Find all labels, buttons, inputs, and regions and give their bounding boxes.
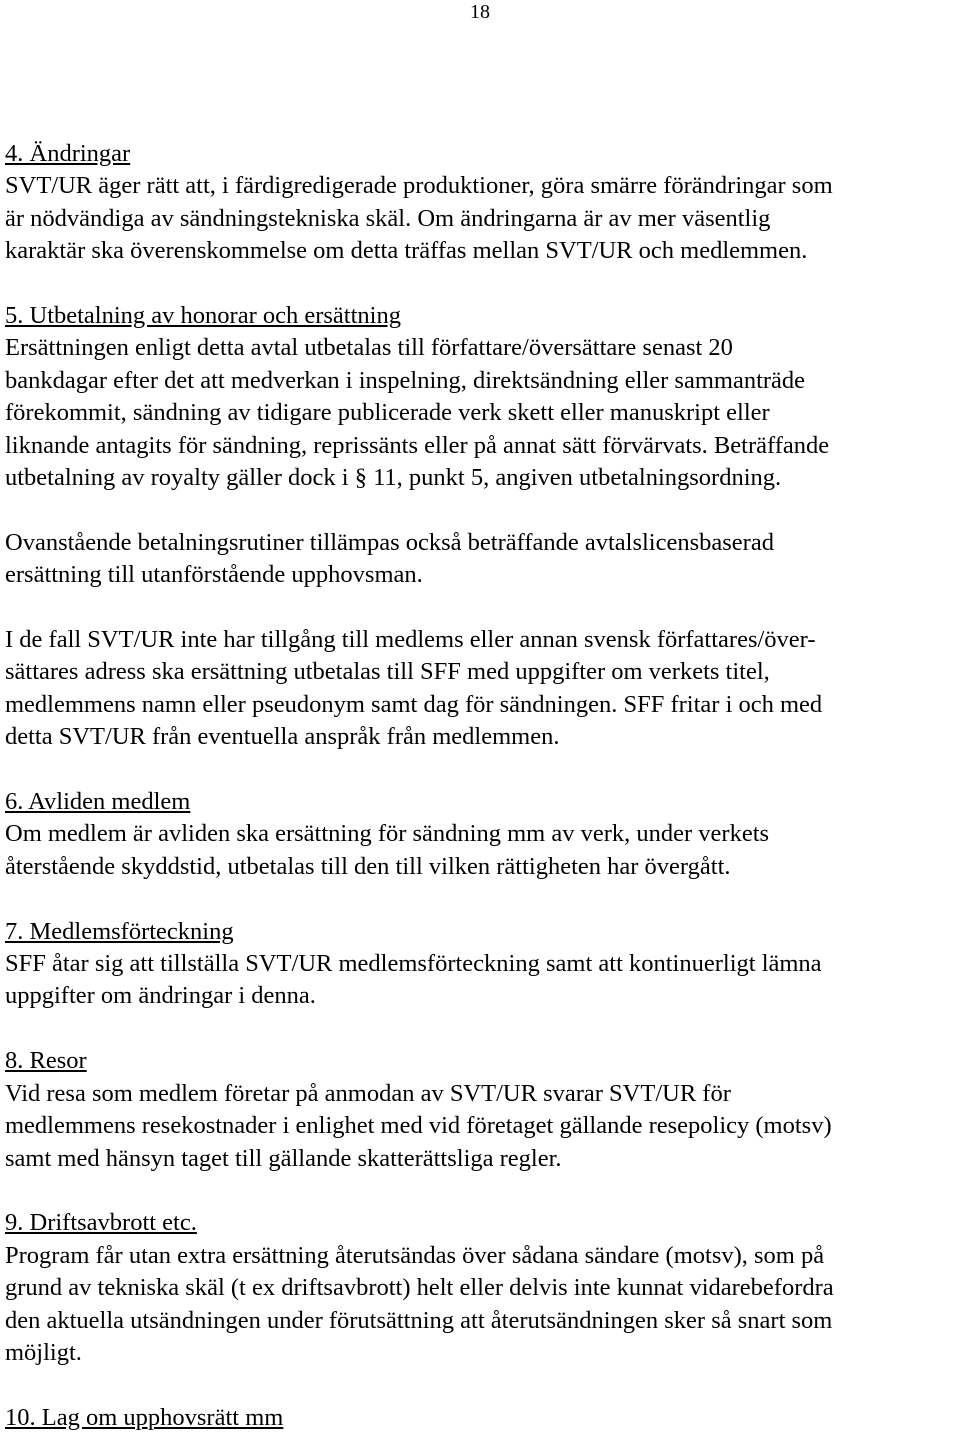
section-4-andringar (5, 138, 955, 268)
section-10-lag-om-upphovsratt (5, 1402, 955, 1434)
text-line: återstående skyddstid, utbetalas till den till vilken rättigheten har övergått. (5, 852, 731, 880)
text-line: möjligt. (5, 1338, 82, 1366)
section-heading: 5. Utbetalning av honorar och ersättning (5, 302, 401, 330)
section-heading: 4. Ändringar (5, 140, 131, 167)
section-7-medlemsforteckning (5, 916, 955, 1013)
section-9-driftsavbrott (5, 1207, 955, 1369)
text-line: förekommit, sändning av tidigare publicerade verk skett eller manuskript eller (5, 399, 770, 427)
text-line: Om medlem är avliden ska ersättning för sändning mm av verk, under verkets (5, 820, 770, 848)
document-body (5, 138, 955, 1434)
paragraph (5, 527, 955, 592)
text-line: uppgifter om ändringar i denna. (5, 982, 316, 1010)
text-line: är nödvändiga av sändningstekniska skäl. Om ändringarna är av mer väsentlig (5, 204, 771, 232)
section-heading: 10. Lag om upphovsrätt mm (5, 1403, 284, 1431)
text-line: medlemmens resekostnader i enlighet med vid företaget gällande resepolicy (motsv) (5, 1112, 832, 1140)
paragraph (5, 624, 955, 754)
text-line: Program får utan extra ersättning återutsändas över sådana sändare (motsv), som på (5, 1241, 825, 1269)
text-line: sättares adress ska ersättning utbetalas till SFF med uppgifter om verkets titel, (5, 658, 770, 686)
page-number: 18 (470, 1, 490, 23)
text-line: I de fall SVT/UR inte har tillgång till medlems eller annan svensk författares/över- (5, 626, 816, 654)
text-line: Vid resa som medlem företar på anmodan av SVT/UR svarar SVT/UR för (5, 1079, 731, 1107)
section-5-utbetalning (5, 300, 955, 754)
section-heading: 6. Avliden medlem (5, 788, 191, 816)
text-line: liknande antagits för sändning, reprissänts eller på annat sätt förvärvats. Beträffande (5, 431, 830, 459)
section-heading: 7. Medlemsförteckning (5, 917, 234, 945)
section-heading: 9. Driftsavbrott etc. (5, 1209, 197, 1237)
text-line: grund av tekniska skäl (t ex driftsavbrott) helt eller delvis inte kunnat vidarebefordra (5, 1274, 834, 1302)
text-line: utbetalning av royalty gäller dock i § 11, punkt 5, angiven utbetalningsordning. (5, 464, 782, 492)
section-8-resor (5, 1045, 955, 1175)
text-line: Ersättningen enligt detta avtal utbetalas till författare/översättare senast 20 (5, 334, 733, 362)
text-line: ersättning till utanförstående upphovsman. (5, 561, 423, 589)
section-heading: 8. Resor (5, 1047, 87, 1075)
section-6-avliden-medlem (5, 786, 955, 883)
text-line: SFF åtar sig att tillställa SVT/UR medlemsförteckning samt att kontinuerligt lämna (5, 950, 822, 978)
text-line: SVT/UR äger rätt att, i färdigredigerade produktioner, göra smärre förändringar som (5, 172, 833, 200)
text-line: detta SVT/UR från eventuella anspråk från medlemmen. (5, 723, 560, 751)
text-line: bankdagar efter det att medverkan i inspelning, direktsändning eller sammanträde (5, 366, 806, 394)
text-line: medlemmens namn eller pseudonym samt dag för sändningen. SFF fritar i och med (5, 690, 823, 718)
text-line: den aktuella utsändningen under förutsättning att återutsändningen sker så snart som (5, 1306, 833, 1334)
text-line: karaktär ska överenskommelse om detta träffas mellan SVT/UR och medlemmen. (5, 237, 808, 265)
text-line: Ovanstående betalningsrutiner tillämpas också beträffande avtalslicensbaserad (5, 528, 774, 556)
text-line: samt med hänsyn taget till gällande skatterättsliga regler. (5, 1144, 562, 1172)
paragraph (5, 332, 955, 494)
